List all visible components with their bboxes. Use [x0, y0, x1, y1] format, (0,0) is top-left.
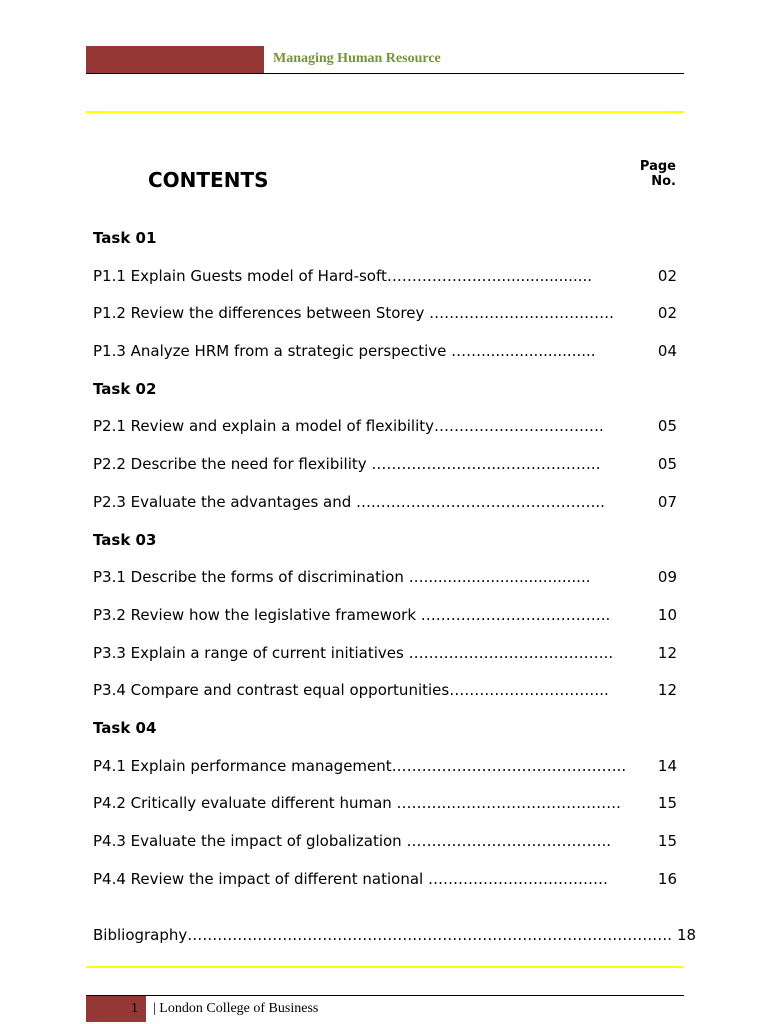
page-no-heading	[640, 159, 676, 189]
toc-entry-text: P1.1 Explain Guests model of Hard-soft……………….…....................	[93, 266, 593, 285]
toc-page-number: 10	[657, 605, 677, 624]
toc-entry	[93, 644, 677, 682]
header-rule	[86, 73, 684, 74]
toc-entry-text: P4.4 Review the impact of different national ………………………………	[93, 869, 608, 888]
toc-entry	[93, 757, 677, 795]
toc-entry	[93, 455, 677, 493]
toc-entry-text: P2.2 Describe the need for flexibility ……………………..………………..	[93, 455, 601, 474]
footer-page-number: 1	[131, 1001, 138, 1016]
toc-entry-text: P4.3 Evaluate the impact of globalization …………………………………..	[93, 832, 611, 850]
toc-entry-text: P4.1 Explain performance management………………………………………..	[93, 756, 627, 775]
toc-entry-text: P1.3 Analyze HRM from a strategic perspective ……........................	[93, 342, 596, 361]
footer-rule	[86, 995, 684, 996]
toc-section-heading	[93, 229, 677, 267]
contents-title: CONTENTS	[148, 168, 269, 192]
toc-entry	[93, 926, 697, 964]
bottom-yellow-rule	[86, 966, 684, 968]
toc-page-number: 02	[657, 266, 677, 285]
toc-page-number: 15	[657, 832, 677, 850]
toc-section-heading	[93, 719, 677, 757]
toc-entry-text: Task 01	[93, 229, 157, 247]
footer-text: | London College of Business	[153, 1001, 319, 1016]
page-no-line2: No.	[651, 174, 676, 189]
table-of-contents	[93, 229, 697, 964]
toc-page-number: 15	[657, 794, 677, 813]
toc-entry	[93, 606, 677, 644]
toc-page-number: 16	[657, 869, 677, 888]
header-title: Managing Human Resource	[273, 51, 441, 66]
toc-entry	[93, 794, 677, 832]
page-no-line1: Page	[639, 159, 676, 174]
toc-entry-text: P3.4 Compare and contrast equal opportunities…………………………..	[93, 681, 609, 700]
toc-entry	[93, 417, 677, 455]
toc-page-number: 02	[657, 304, 677, 323]
toc-entry-text: P3.3 Explain a range of current initiatives …………………………………..	[93, 643, 614, 662]
top-yellow-rule	[86, 111, 684, 113]
toc-entry-text: P3.1 Describe the forms of discrimination …...................................	[93, 568, 591, 587]
toc-entry	[93, 681, 677, 719]
toc-entry-text: P3.2 Review how the legislative framework ………………………………..	[93, 605, 611, 624]
toc-entry-text: P1.2 Review the differences between Storey ……………………………….	[93, 304, 614, 323]
toc-entry-text: Task 03	[93, 530, 157, 549]
toc-page-number: 04	[657, 342, 677, 361]
toc-entry-text: P4.2 Critically evaluate different human ………..…………………………….	[93, 794, 621, 813]
toc-entry	[93, 342, 677, 380]
toc-entry	[93, 568, 677, 606]
toc-entry	[93, 267, 677, 305]
toc-entry-text: Task 04	[93, 718, 157, 737]
toc-entry-text: P2.1 Review and explain a model of flexibility…………………………….	[93, 417, 604, 436]
toc-entry	[93, 304, 677, 342]
toc-page-number: 05	[657, 417, 677, 436]
toc-page-number: 14	[657, 756, 677, 775]
toc-page-number: 07	[657, 492, 677, 511]
toc-entry-text: Bibliography…………………………………………………………………………………….	[93, 926, 673, 945]
toc-entry	[93, 493, 677, 531]
toc-section-heading	[93, 380, 677, 418]
header-accent-bar	[86, 46, 264, 74]
toc-section-heading	[93, 531, 677, 569]
toc-page-number: 12	[657, 643, 677, 662]
toc-entry-text: P2.3 Evaluate the advantages and ….……….……………………………...	[93, 492, 605, 511]
toc-entry	[93, 832, 677, 870]
toc-page-number: 12	[657, 681, 677, 700]
toc-page-number: 05	[657, 455, 677, 474]
toc-page-number: 18	[676, 926, 697, 945]
toc-page-number: 09	[657, 568, 677, 587]
toc-entry	[93, 870, 677, 908]
toc-entry-text: Task 02	[93, 379, 157, 398]
